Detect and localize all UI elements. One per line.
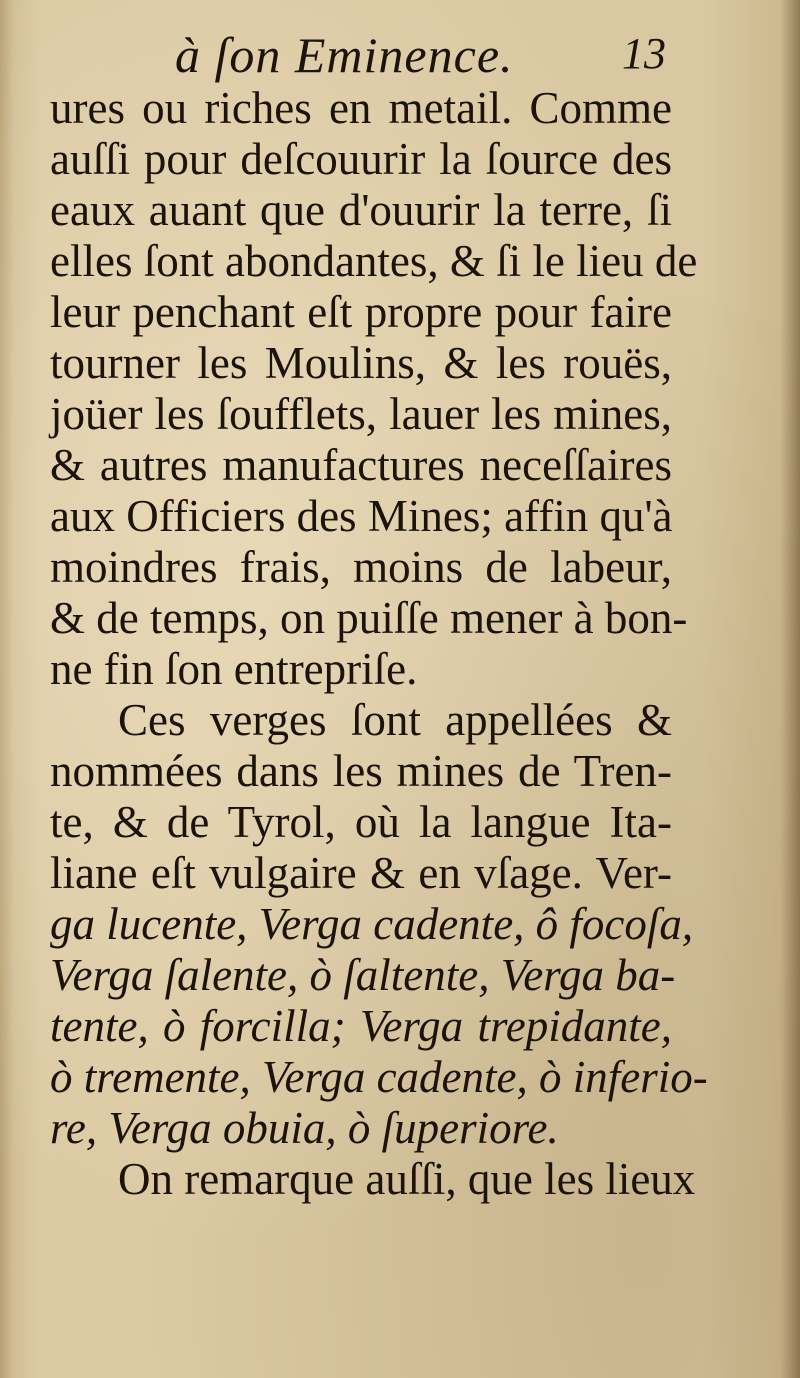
- text-line: moindres frais, moins de labeur,: [50, 542, 672, 592]
- text-line: tourner les Moulins, & les rouës,: [50, 338, 672, 388]
- text-line: & de temps, on puiſſe mener à bon-: [50, 593, 688, 643]
- italic-text-line: ò tremente, Verga cadente, ò inferio-: [50, 1052, 708, 1102]
- paragraph-start-line: Ces verges ſont appellées &: [118, 695, 672, 745]
- text-line: elles ſont abondantes, & ſi le lieu de: [50, 236, 698, 286]
- italic-text-line: tente, ò forcilla; Verga trepidante,: [50, 1001, 672, 1051]
- text-line: joüer les ſoufflets, lauer les mines,: [50, 389, 672, 439]
- text-line: nommées dans les mines de Tren-: [50, 746, 672, 796]
- text-line: te, & de Tyrol, où la langue Ita-: [50, 797, 672, 847]
- text-line: leur penchant eſt propre pour faire: [50, 287, 672, 337]
- text-line: auſſi pour deſcouurir la ſource des: [50, 134, 672, 184]
- page-number: 13: [622, 29, 666, 78]
- text-line: & autres manufactures neceſſaires: [50, 440, 672, 490]
- text-line: ne fin ſon entrepriſe.: [50, 644, 418, 694]
- body-text: [50, 83, 780, 1205]
- running-title: à ſon Eminence.: [175, 27, 514, 83]
- text-line: ures ou riches en metail. Comme: [50, 83, 672, 133]
- italic-text-line: Verga ſalente, ò ſaltente, Verga ba-: [50, 950, 676, 1000]
- text-line: liane eſt vulgaire & en vſage. Ver-: [50, 848, 672, 898]
- italic-text-line: re, Verga obuia, ò ſuperiore.: [50, 1103, 559, 1153]
- text-line: eaux auant que d'ouurir la terre, ſi: [50, 185, 672, 235]
- italic-text-line: ga lucente, Verga cadente, ô focoſa,: [50, 899, 694, 949]
- paragraph-start-line: On remarque auſſi, que les lieux: [118, 1154, 696, 1204]
- text-line: aux Officiers des Mines; affin qu'à: [50, 491, 673, 541]
